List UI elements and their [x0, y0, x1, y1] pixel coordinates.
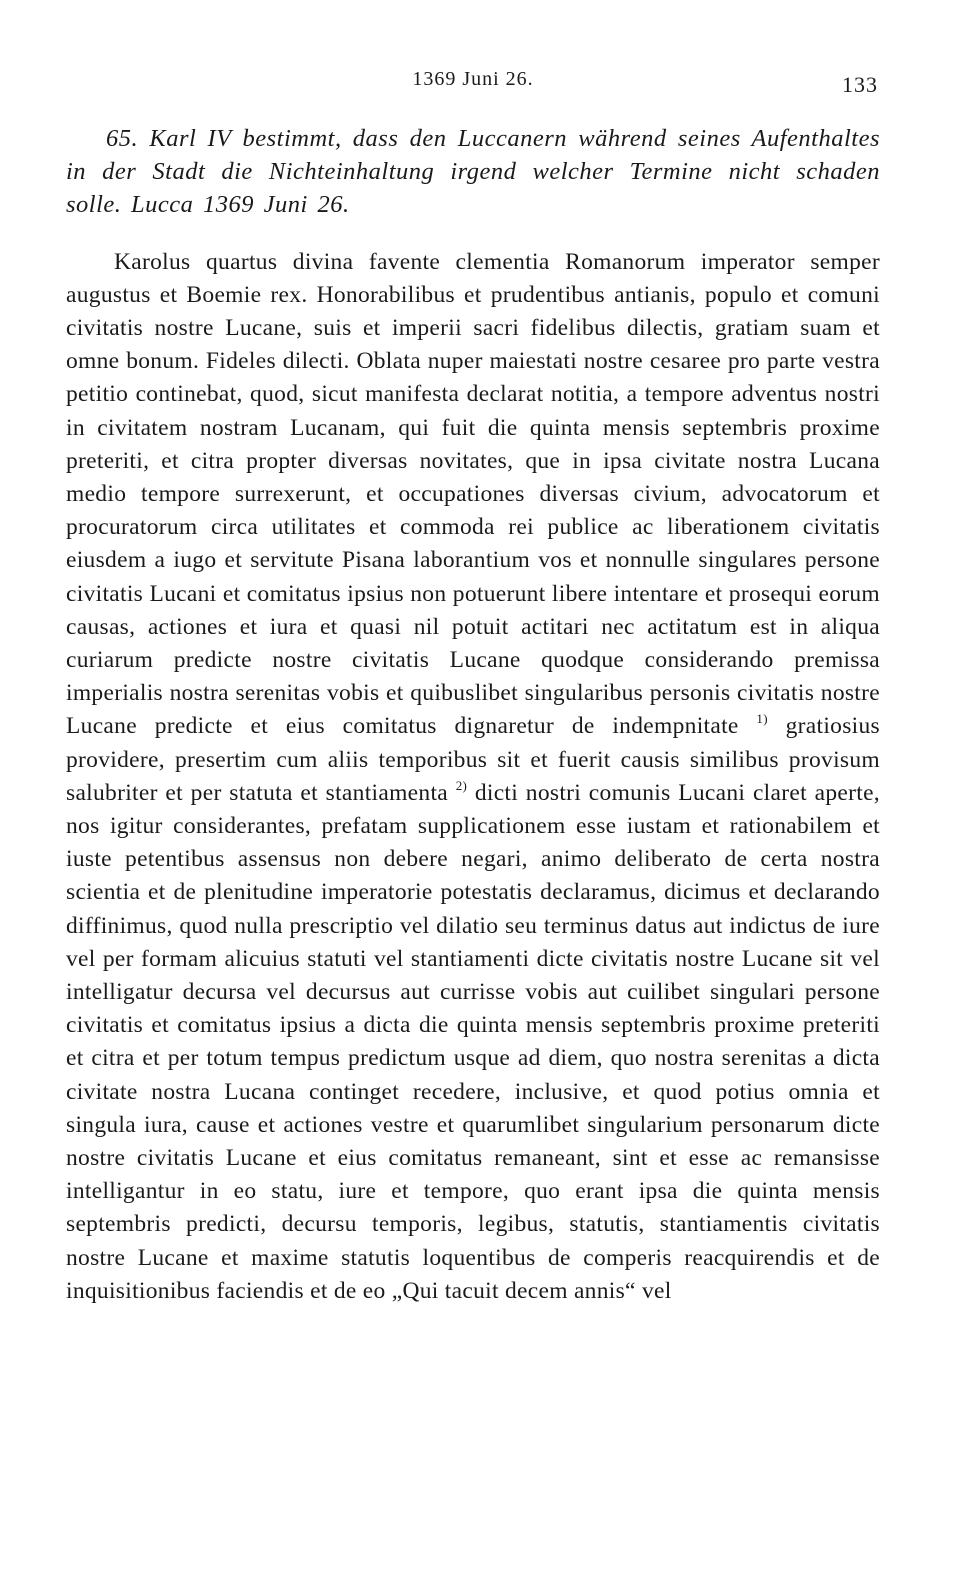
document-page: [66, 64, 880, 1332]
page-number: 133: [842, 72, 878, 97]
regest-text: Karl IV bestimmt, dass den Luccanern während seines Aufenthaltes in der Stadt die Nichteinhaltung irgend welcher Termine nicht schaden solle. Lucca 1369 Juni 26.: [66, 125, 880, 218]
footnote-reference-1: 1): [756, 711, 768, 727]
document-regest: [66, 122, 880, 221]
document-body: [66, 246, 880, 1309]
document-number: 65.: [106, 125, 139, 152]
body-text-part-2: gratiosius providere, presertim cum aliis temporibus sit et fuerit causis similibus provisum salubriter et per statuta et stantiamenta: [66, 713, 880, 806]
running-head: [66, 64, 880, 104]
body-text-part-1: Karolus quartus divina favente clementia Romanorum imperator semper augustus et Boemie rex. Honorabilibus et prudentibus antianis, populo et comuni civitatis nostre Lucane, suis et imperii sacri fidelibus dilectis, gratiam suam et omne bonum. Fideles dilecti. Oblata nuper maiestati nostre cesaree pro parte vestra petitio continebat, quod, sicut manifesta declarat notitia, a tempore adventus nostri in civitatem nostram Lucanam, qui fuit die quinta mensis septembris proxime preteriti, et citra propter diversas novitates, que in ipsa civitate nostra Lucana medio tempore surrexerunt, et occupationes diversas civium, advocatorum et procuratorum circa utilitates et commoda rei publice ac liberationem civitatis eiusdem a iugo et servitute Pisana laborantium vos et nonnulle singulares persone civitatis Lucani et comitatus ipsius non potuerunt libere intentare et prosequi eorum causas, actiones et iura et quasi nil potuit actitari nec actitatum est in aliqua curiarum predicte nostre civitatis Lucane quodque considerando premissa imperialis nostra serenitas vobis et quibuslibet singularibus personis civitatis nostre Lucane predicte et eius comitatus dignaretur de indempnitate: [66, 248, 880, 740]
footnote-reference-2: 2): [455, 777, 468, 793]
running-title: 1369 Juni 26.: [412, 68, 534, 90]
body-text-part-3: dicti nostri comunis Lucani claret aperte, nos igitur considerantes, prefatam supplicationem esse iustam et rationabilem et iuste petentibus assensus non debere negari, animo deliberato de certa nostra scientia et de plenitudine imperatorie potestatis declaramus, dicimus et declarando diffinimus, quod nulla prescriptio vel dilatio seu terminus datus aut indictus de iure vel per formam alicuius statuti vel stantiamenti dicte civitatis nostre Lucane sit vel intelligatur decursa vel decursus aut currisse vobis aut cuilibet singulari persone civitatis et comitatus ipsius a dicta die quinta mensis septembris proxime preteriti et citra et per totum tempus predictum usque ad diem, quo nostra serenitas a dicta civitate nostra Lucana continget recedere, inclusive, et quod potius omnia et singula iura, cause et actiones vestre et quarumlibet singularium personarum dicte nostre civitatis Lucane et eius comitatus remaneant, sint et esse ac remansisse intelligantur in eo statu, iure et tempore, quo erant ipsa die quinta mensis septembris predicti, decursu temporis, legibus, statutis, stantiamentis civitatis nostre Lucane et maxime statutis loquentibus de comperis reacquirendis et de inquisitionibus faciendis et de eo „Qui tacuit decem annis“ vel: [66, 779, 880, 1304]
